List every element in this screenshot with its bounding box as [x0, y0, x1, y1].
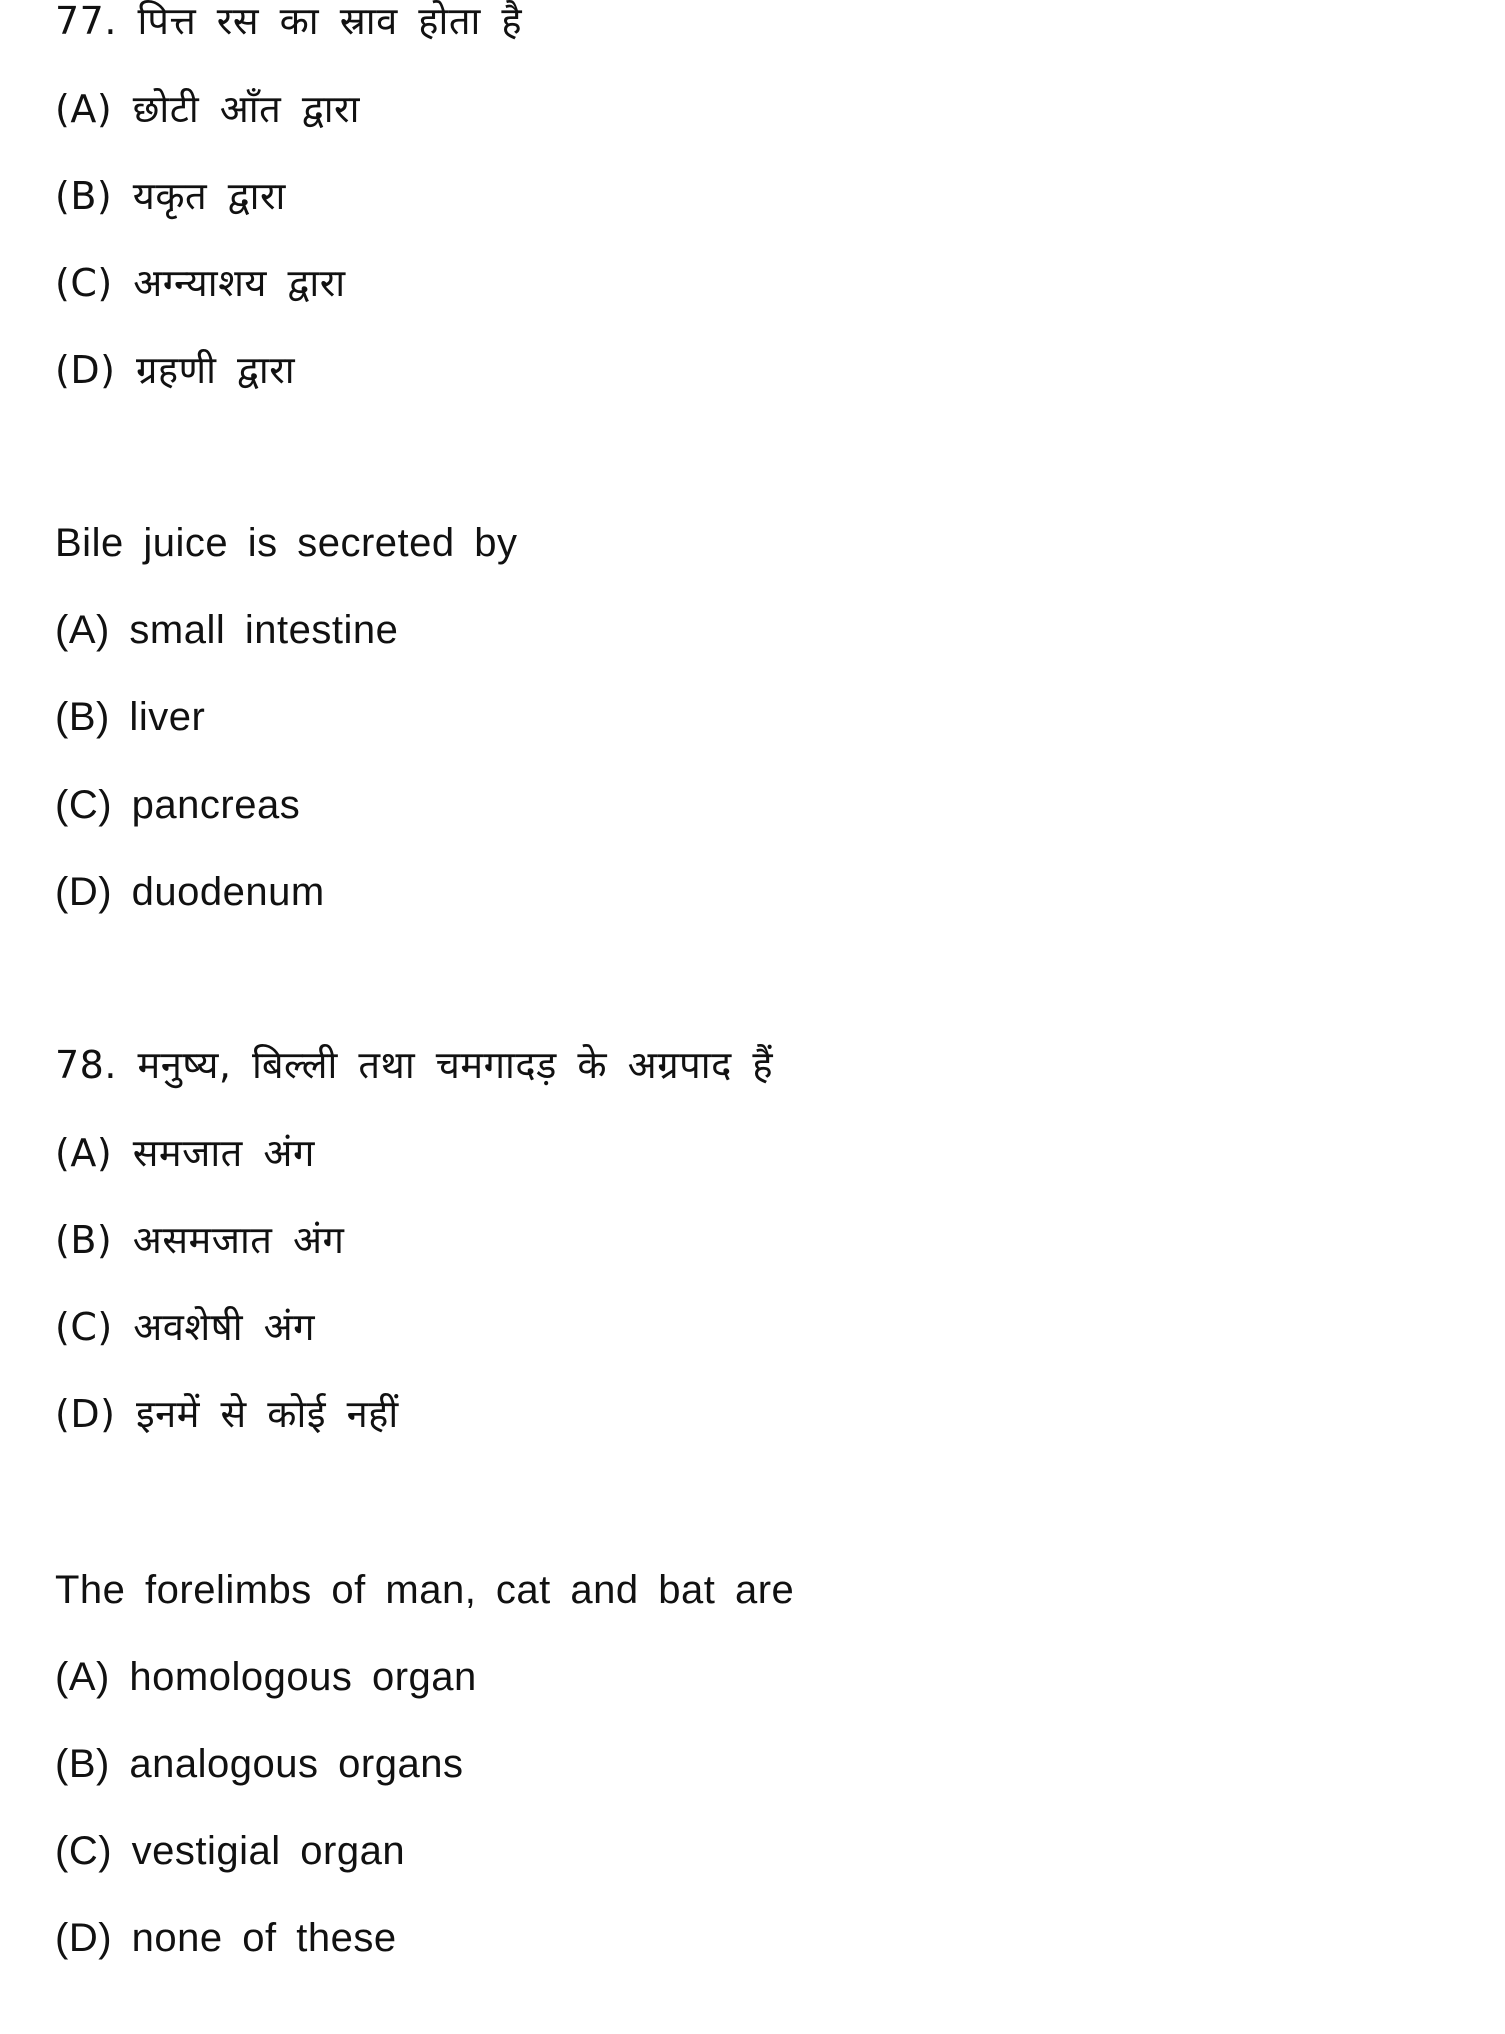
q77-hindi-option-b: (B) यकृत द्वारा — [55, 174, 286, 218]
q78-english-option-c: (C) vestigial organ — [55, 1829, 406, 1873]
q77-hindi-option-d: (D) ग्रहणी द्वारा — [55, 348, 296, 392]
q77-hindi-stem: 77. पित्त रस का स्राव होता है — [55, 0, 523, 43]
q77-english-option-b: (B) liver — [55, 695, 206, 739]
q78-hindi-stem: 78. मनुष्य, बिल्ली तथा चमगादड़ के अग्रपाद हैं — [55, 1043, 774, 1087]
q78-hindi-option-b: (B) असमजात अंग — [55, 1218, 345, 1262]
q77-english-stem: Bile juice is secreted by — [55, 521, 518, 565]
q77-english-option-d: (D) duodenum — [55, 870, 325, 914]
q78-hindi-option-d: (D) इनमें से कोई नहीं — [55, 1392, 399, 1436]
q77-english-option-c: (C) pancreas — [55, 783, 301, 827]
q78-hindi-option-c: (C) अवशेषी अंग — [55, 1305, 316, 1349]
q78-english-stem: The forelimbs of man, cat and bat are — [55, 1568, 795, 1612]
q78-english-option-b: (B) analogous organs — [55, 1742, 464, 1786]
q77-hindi-option-c: (C) अग्न्याशय द्वारा — [55, 261, 346, 305]
q78-english-option-a: (A) homologous organ — [55, 1655, 477, 1699]
q77-hindi-option-a: (A) छोटी आँत द्वारा — [55, 87, 360, 131]
q78-english-option-d: (D) none of these — [55, 1916, 397, 1960]
q78-hindi-option-a: (A) समजात अंग — [55, 1131, 315, 1175]
q77-english-option-a: (A) small intestine — [55, 608, 399, 652]
